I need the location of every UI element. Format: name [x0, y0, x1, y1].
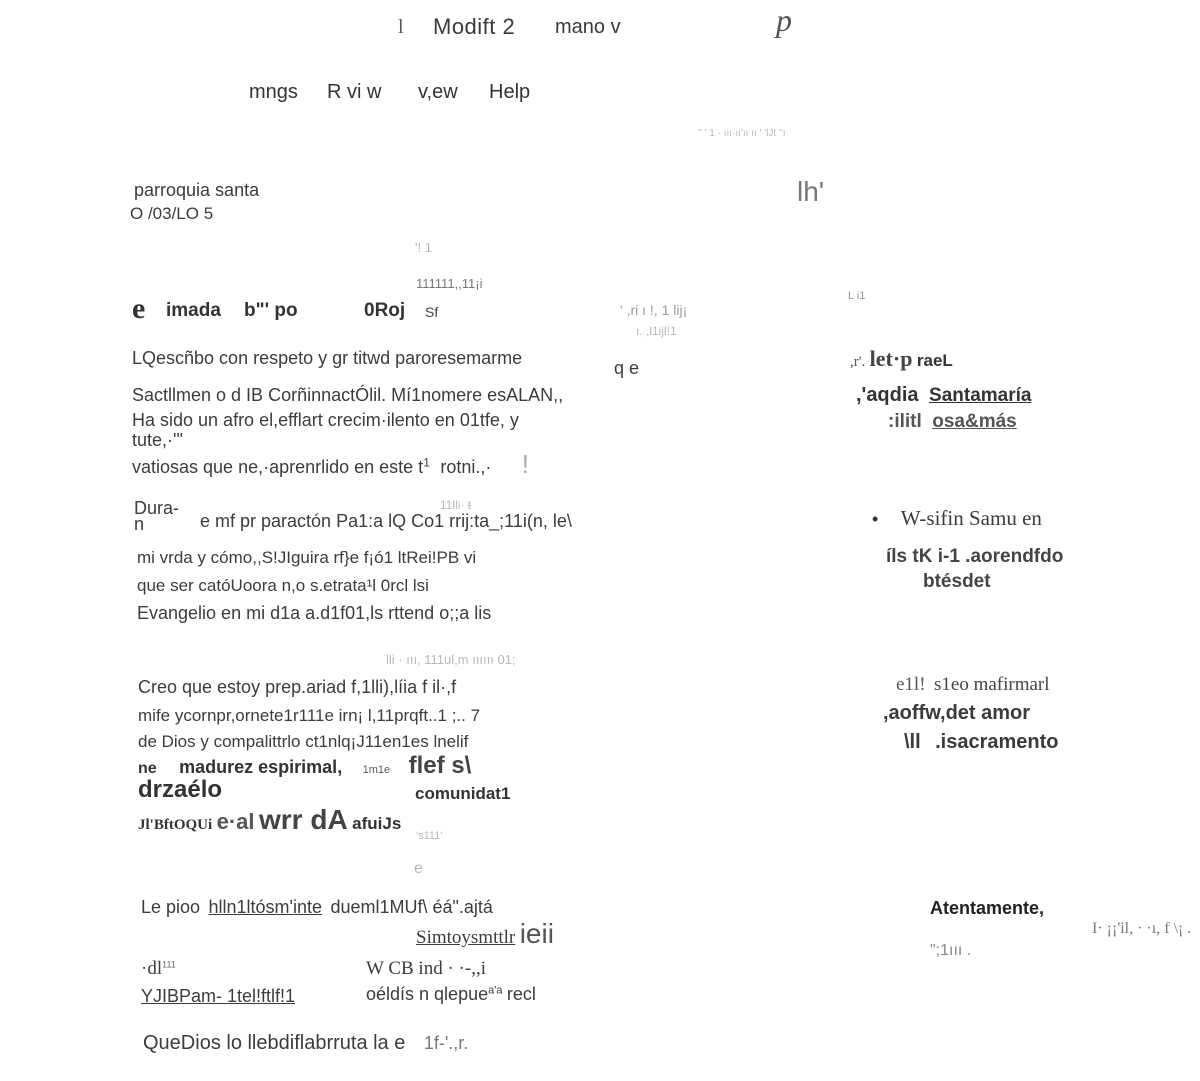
paragraph-2-line: que ser catóUoora n,o s.etrata¹l 0rcl lsi	[137, 576, 429, 595]
sidebar-link-santamaria[interactable]: Santamaría	[929, 385, 1032, 406]
signoff: Atentamente,	[930, 898, 1045, 918]
closing-line	[141, 958, 176, 980]
salutation-word: imada	[166, 300, 221, 321]
letter-date: O /03/LO 5	[130, 204, 214, 223]
closing-link[interactable]: Simtoysmttlr	[416, 927, 516, 948]
closing-line	[141, 897, 493, 918]
sidebar-text: :ilitl	[888, 411, 922, 432]
salutation-word: b"' po	[244, 300, 298, 321]
paragraph-3-line: Creo que estoy prep.ariad f,1lli),líia f il·,f	[138, 677, 457, 697]
closing-line	[366, 984, 536, 1005]
sidebar-text: .isacramento	[935, 731, 1059, 753]
paragraph-3-line: comunidat1	[415, 784, 511, 803]
paragraph-3-text: 1m1e	[362, 764, 391, 776]
sidebar-text: s1eo mafirmarl	[934, 674, 1050, 695]
app-logo-icon: p	[776, 2, 792, 38]
salutation-word: Sf	[425, 304, 439, 320]
menu-bar	[0, 72, 1200, 112]
closing-text: ieii	[519, 918, 554, 949]
signoff-noise: I· ¡¡'il, · ·ı, f \¡ .	[1092, 920, 1192, 937]
sidebar-text: ,r'.	[850, 354, 866, 370]
closing-text: Le pioo	[141, 897, 201, 917]
paragraph-3-line: de Dios y compalittrlo ct1nlq¡J11en1es lnelif	[138, 732, 469, 751]
paragraph-3-line	[138, 804, 401, 836]
paragraph-1-text: vatiosas que ne,·aprenrlido en este t	[132, 457, 424, 477]
menu-item-help[interactable]: Help	[489, 81, 531, 103]
menu-item-settings[interactable]: mngs	[249, 81, 298, 103]
closing-link[interactable]: hlln1ltósm'inte	[208, 897, 323, 917]
sidebar-text: ,'aqdia	[856, 384, 919, 406]
parish-name: parroquia santa	[134, 180, 260, 200]
scan-noise: '' ' 1 · ııı·ıı'ıı ıı ' 'lJt ''ı	[698, 128, 786, 139]
paragraph-1-text: rotni.,·	[440, 457, 492, 477]
sidebar-heading	[850, 346, 953, 372]
bullet-icon: •	[872, 509, 879, 529]
paragraph-2-line: Evangelio en mi d1a a.d1f01,ls rttend o;;a lis	[137, 603, 492, 623]
sidebar-link-osa[interactable]: osa&más	[932, 411, 1017, 432]
closing-link[interactable]: YJIBPam- 1tel!ftlf!1	[141, 986, 296, 1006]
closing-sup: a'a	[488, 984, 503, 997]
sidebar-line: ,aoffw,det amor	[883, 702, 1031, 724]
salutation-icon: e	[132, 292, 146, 325]
paragraph-3-text: flef s\	[408, 752, 472, 779]
closing-text: ·dl	[141, 958, 163, 979]
sidebar-text: \ll	[904, 731, 921, 753]
menu-item-view[interactable]: v,ew	[418, 81, 458, 103]
sidebar-text: W-sifin Samu en	[900, 506, 1042, 530]
paragraph-2-line: mi vrda y cómo,,S!JIguira rf}e f¡ó1 ltRei!PB vi	[137, 548, 477, 567]
sidebar-text: let·p	[869, 346, 913, 371]
closing-text: QueDios lo llebdiflabrruta la e	[143, 1032, 406, 1054]
closing-line: W CB ind · ·-,,i	[366, 958, 486, 979]
scan-noise: 111111,,11¡i	[416, 276, 483, 291]
sidebar-line	[896, 674, 1050, 696]
closing-line	[143, 1032, 468, 1055]
scan-noise: 's111'	[416, 830, 443, 842]
paragraph-3-text: e·al	[216, 809, 255, 834]
paragraph-3-line: mife ycornpr,ornete1r111e irn¡ l,11prqft..1 ;.. 7	[138, 706, 481, 725]
salutation-name: 0Roj	[364, 300, 406, 321]
sidebar-line: btésdet	[923, 571, 991, 592]
paragraph-3-text: afuiJs	[352, 814, 402, 833]
paragraph-3-text: ne	[138, 760, 157, 777]
paragraph-1-sup: 1	[423, 455, 430, 470]
scan-noise: ı. ,l1ijl!1	[636, 324, 677, 338]
scan-noise: '! 1	[415, 240, 432, 255]
paragraph-1-line: Sactllmen o d IB CorñinnactÓlil. Mí1nomere esALAN,,	[132, 385, 564, 405]
paragraph-1-line: LQescñbo con respeto y gr titwd paroresemarme	[132, 348, 523, 368]
scan-noise: 11lli· ŧ	[440, 498, 472, 512]
paragraph-2-line: e mf pr paractón Pa1:a lQ Co1 rrij:ta_;11i(n, le\	[200, 511, 572, 531]
scan-noise: e	[414, 860, 423, 877]
paragraph-3-text: Jl'BftOQUi	[138, 817, 213, 833]
sidebar-line	[888, 411, 1017, 433]
sidebar-line: íls tK i-1 .aorendfdo	[886, 546, 1064, 567]
closing-text: dueml1MUf\ éá".ajtá	[330, 897, 493, 917]
paragraph-3-text: madurez espirimal,	[179, 757, 343, 777]
title-prefix: l	[398, 16, 404, 38]
scan-noise: L i1	[848, 290, 866, 302]
paragraph-1-line: tute,·'"	[132, 430, 183, 450]
paragraph-1-line	[132, 449, 529, 480]
window-title-bar	[0, 0, 1200, 60]
scan-noise: lli · ııı, 111ul,m ıııııı 01;	[386, 652, 516, 667]
sidebar-line	[904, 731, 1059, 754]
sidebar-text: raeL	[916, 351, 953, 370]
window-title: Modift 2	[433, 14, 516, 39]
paragraph-2-line: n	[134, 514, 145, 534]
header-logo-mark: lh'	[797, 176, 825, 207]
exclamation-mark: !	[521, 449, 530, 479]
closing-line	[416, 918, 554, 950]
signoff-noise: ";1ııı .	[930, 942, 972, 959]
scan-noise: ' ,ri ı !, 1 lij¡	[620, 302, 688, 318]
menu-item-review[interactable]: R vi w	[327, 81, 382, 103]
paragraph-3-text: wrr dA	[259, 804, 348, 835]
paragraph-2-line: Dura-	[134, 498, 180, 518]
closing-line	[141, 986, 295, 1007]
sidebar-text: e1l!	[896, 674, 926, 695]
paragraph-3-line: drzaélo	[138, 776, 223, 803]
sidebar-bullet-item	[872, 506, 1042, 531]
window-title-suffix: mano v	[555, 16, 621, 38]
closing-text: 1f-'.,r.	[423, 1033, 469, 1053]
sidebar-line	[856, 384, 1031, 407]
closing-sup: 111	[162, 959, 176, 970]
paragraph-1-line: Ha sido un afro el,efflart crecim·ilento en 01tfe, y	[132, 410, 519, 430]
closing-text: oéldís n qlepue	[366, 984, 489, 1004]
paragraph-1-line: q e	[614, 358, 640, 378]
closing-text: recl	[506, 984, 536, 1004]
